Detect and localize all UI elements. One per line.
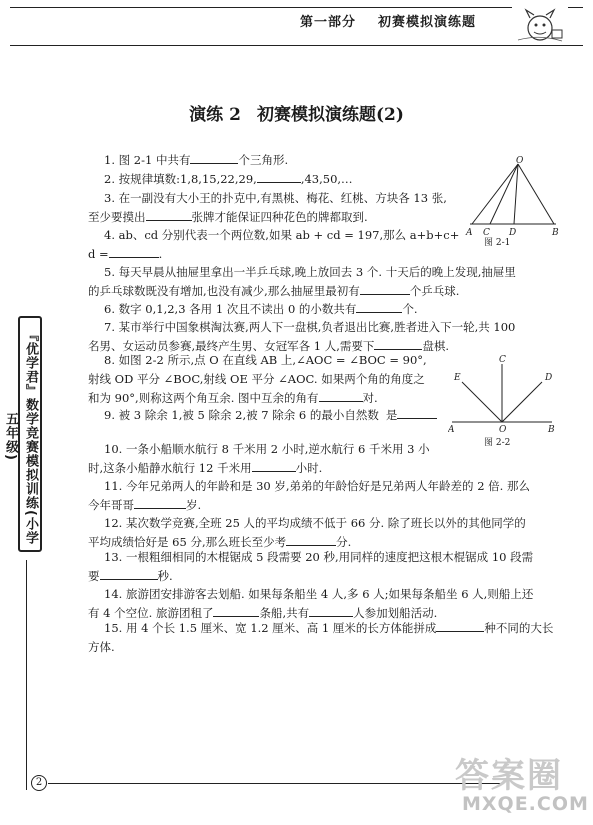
- watermark-url: MXQE.COM: [462, 793, 589, 815]
- answer-blank: [100, 568, 158, 580]
- problem-11: 11. 今年兄弟两人的年龄和是 30 岁,弟弟的年龄恰好是兄弟两人年龄差的 2 倍. 那么 今年哥哥 岁.: [88, 479, 530, 512]
- problem-7: 7. 某市举行中国象棋淘汰赛,两人下一盘棋,负者退出比赛,胜者进入下一轮,共 100 名男、女运动员参赛,最终产生男、女冠军各 1 人,需要下 盘棋.: [88, 320, 516, 353]
- fig1-label-b: B: [552, 228, 559, 238]
- watermark-logo: 答案圈: [455, 756, 563, 796]
- problem-14: 14. 旅游团安排游客去划船. 如果每条船坐 4 人,多 6 人;如果每条船坐 6 人,则船上还 有 4 个空位. 旅游团租了 条船,共有 人参加划船活动.: [88, 587, 534, 620]
- fig2-label-a: A: [448, 425, 455, 435]
- fig2-label-e: E: [454, 373, 461, 383]
- fig2-label-d: D: [545, 373, 553, 383]
- answer-blank: [146, 209, 192, 221]
- answer-blank: [397, 407, 437, 419]
- answer-blank: [286, 534, 336, 546]
- answer-blank: [360, 283, 410, 295]
- problem-3: 3. 在一副没有大小王的扑克中,有黑桃、梅花、红桃、方块各 13 张, 至少要摸出 张牌才能保证四种花色的牌都取到.: [88, 191, 447, 224]
- side-book-title-box: [3, 316, 42, 552]
- problem-5: 5. 每天早晨从抽屉里拿出一半乒乓球,晚上放回去 3 个. 十天后的晚上发现,抽屉里 的乒乓球数既没有增加,也没有减少,那么抽屉里最初有 个乒乓球.: [88, 265, 516, 298]
- fig1-label-c: C: [483, 228, 490, 238]
- side-book-title: 『优学君』数学竞赛模拟训练(小学五年级): [3, 327, 38, 545]
- problem-13: 13. 一根粗细相同的木棍锯成 5 段需要 20 秒,用同样的速度把这根木棍锯成 10 段需 要 秒.: [88, 550, 534, 583]
- header-rule-top: [10, 7, 583, 8]
- answer-blank: [257, 171, 301, 183]
- figure-2-2-angles: [448, 352, 558, 448]
- fig1-caption: 图 2-1: [484, 238, 511, 246]
- answer-blank: [134, 497, 186, 509]
- section-title: [0, 100, 593, 125]
- side-rule: [26, 560, 27, 790]
- problem-12: 12. 某次数学竞赛,全班 25 人的平均成绩不低于 66 分. 除了班长以外的其他同学的 平均成绩恰好是 65 分,那么班长至少考 分.: [88, 516, 526, 549]
- problem-10: 10. 一条小船顺水航行 8 千米用 2 小时,逆水航行 6 千米用 3 小 时,这条小船静水航行 12 千米用 小时.: [88, 442, 430, 475]
- footer-rule: [48, 783, 503, 784]
- answer-blank: [109, 246, 159, 258]
- figure-2-1-triangle: [458, 156, 564, 246]
- problem-8: 8. 如图 2-2 所示,点 O 在直线 AB 上,∠AOC = ∠BOC = 90°, 射线 OD 平分 ∠BOC,射线 OE 平分 ∠AOC. 如果两个角的角度之 和为 90°,则称这两个角互余. 图中互余的角有 对.: [88, 353, 427, 405]
- fig2-caption: 图 2-2: [484, 438, 511, 448]
- title-number: 2: [229, 105, 241, 125]
- header-part: 第一部分: [300, 15, 357, 30]
- header-section: 初赛模拟演练题: [378, 15, 477, 30]
- problem-1: 1. 图 2-1 中共有 个三角形.: [104, 153, 289, 167]
- page-number: 2: [31, 775, 47, 791]
- title-prefix: 演练: [189, 105, 224, 125]
- fig2-label-o: O: [499, 425, 507, 435]
- answer-blank: [374, 338, 422, 350]
- problem-6: 6. 数字 0,1,2,3 各用 1 次且不读出 0 的小数共有 个.: [104, 302, 418, 316]
- problem-9: 9. 被 3 除余 1,被 5 除余 2,被 7 除余 6 的最小自然数 是: [104, 406, 437, 425]
- fig2-label-c: C: [499, 355, 506, 365]
- fig1-label-a: A: [466, 228, 473, 238]
- problem-2: 2. 按规律填数:1,8,15,22,29, ,43,50,…: [104, 172, 353, 186]
- cartoon-mascot-icon: [512, 4, 568, 44]
- answer-blank: [252, 460, 296, 472]
- fig2-label-b: B: [548, 425, 555, 435]
- answer-blank: [309, 605, 353, 617]
- problem-15: 15. 用 4 个长 1.5 厘米、宽 1.2 厘米、高 1 厘米的长方体能拼成 种不同的大长 方体.: [88, 621, 554, 654]
- answer-blank: [213, 605, 259, 617]
- problem-4: 4. ab、cd 分别代表一个两位数,如果 ab + cd = 197,那么 a+b+c+ d = .: [88, 228, 460, 261]
- running-header: [300, 11, 476, 30]
- fig1-label-o: O: [516, 156, 524, 166]
- header-rule-bottom: [10, 45, 583, 46]
- answer-blank: [190, 152, 238, 164]
- fig1-label-d: D: [509, 228, 517, 238]
- answer-blank: [319, 390, 363, 402]
- title-text: 初赛模拟演练题(2): [256, 105, 404, 125]
- answer-blank: [436, 620, 484, 632]
- answer-blank: [356, 301, 402, 313]
